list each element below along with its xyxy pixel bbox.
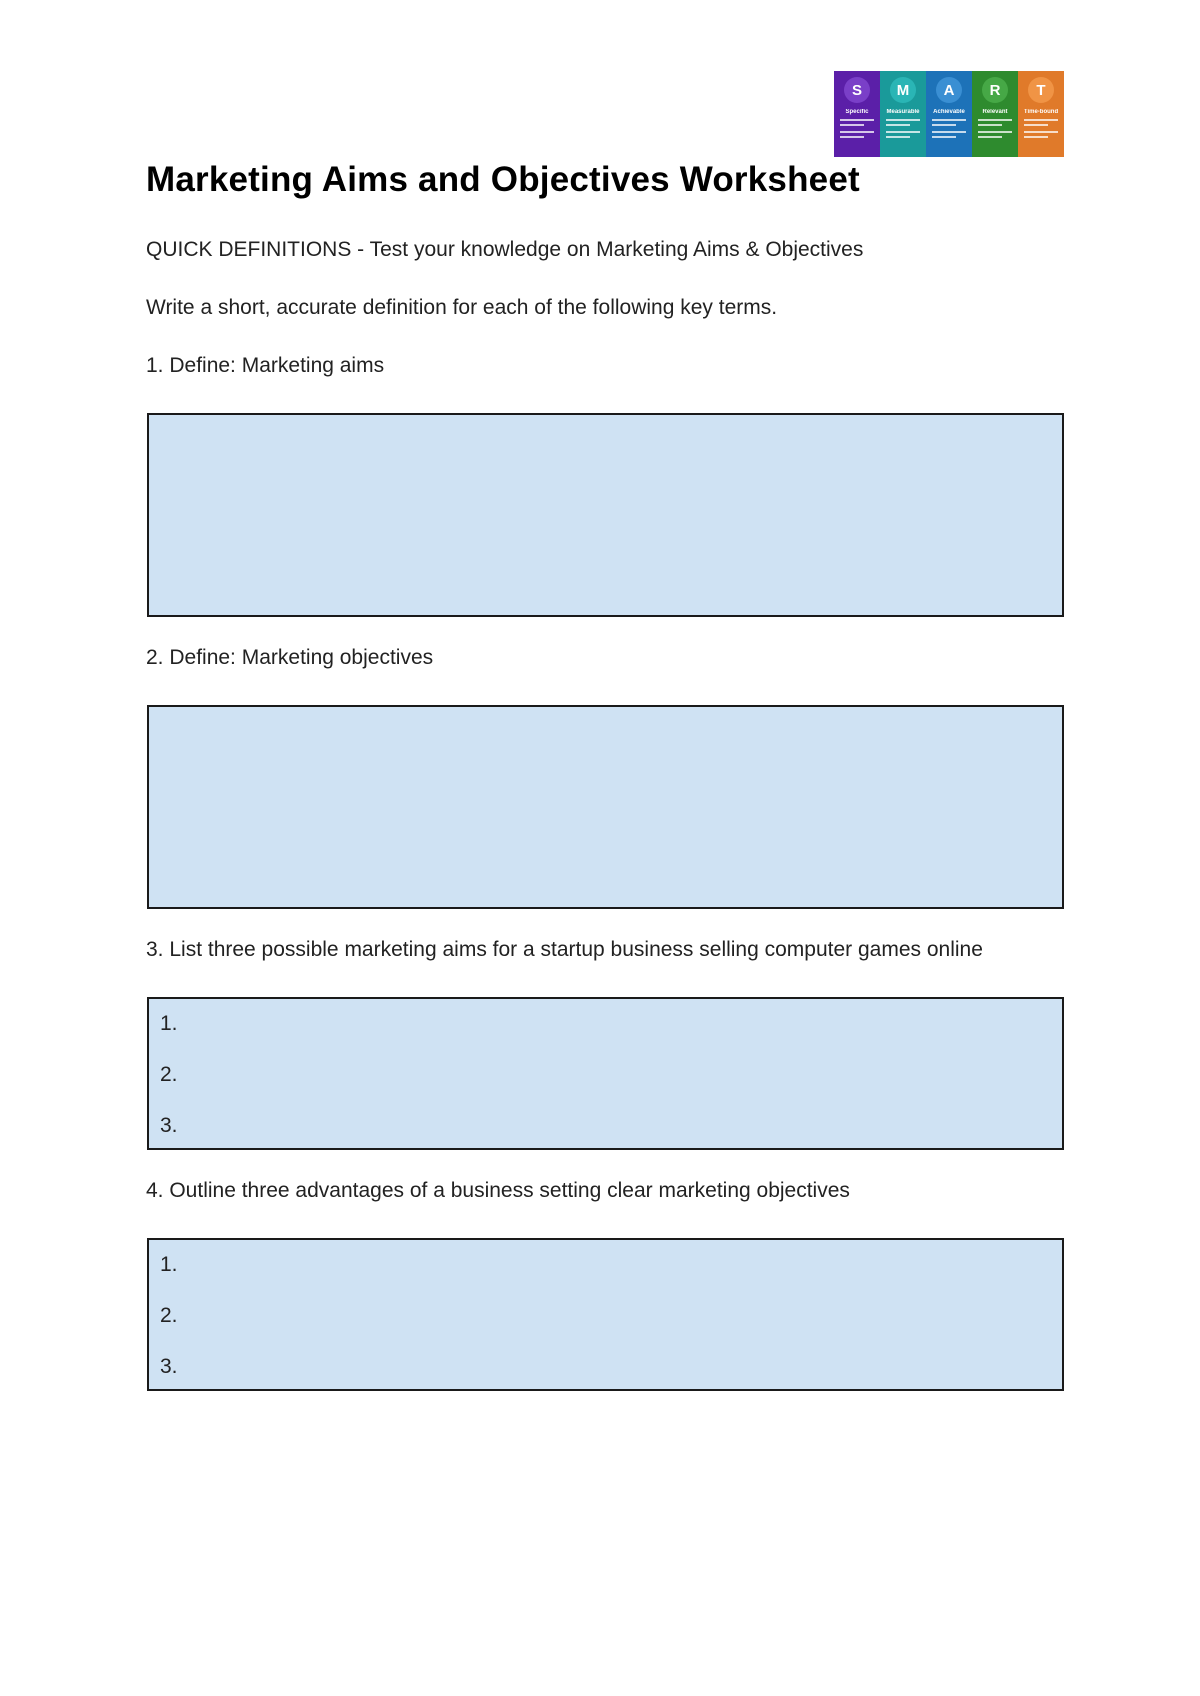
smart-word-relevant: Relevant <box>982 109 1008 115</box>
smart-letter-r: R <box>982 77 1008 103</box>
smart-letter-m: M <box>890 77 916 103</box>
smart-word-specific: Specific <box>845 109 869 115</box>
question-4-label: 4. Outline three advantages of a business setting clear marketing objectives <box>146 1179 850 1202</box>
smart-column-achievable <box>926 71 972 157</box>
answer-box-3[interactable] <box>147 997 1064 1150</box>
list-item: 1. <box>160 1012 178 1035</box>
instruction-text: Write a short, accurate definition for each of the following key terms. <box>146 296 778 319</box>
question-2-label: 2. Define: Marketing objectives <box>146 646 434 669</box>
smart-letter-t: T <box>1028 77 1054 103</box>
answer-box-1[interactable] <box>147 413 1064 617</box>
page-title: Marketing Aims and Objectives Worksheet <box>146 160 860 199</box>
smart-word-time-bound: Time-bound <box>1023 109 1059 115</box>
smart-text-lines <box>886 119 920 141</box>
list-item: 3. <box>160 1114 178 1137</box>
smart-goals-logo <box>834 71 1064 157</box>
smart-text-lines <box>840 119 874 141</box>
smart-column-time-bound <box>1018 71 1064 157</box>
smart-column-measurable <box>880 71 926 157</box>
list-item: 1. <box>160 1253 178 1276</box>
subtitle: QUICK DEFINITIONS - Test your knowledge on Marketing Aims & Objectives <box>146 238 864 261</box>
smart-text-lines <box>978 119 1012 141</box>
smart-letter-a: A <box>936 77 962 103</box>
smart-word-achievable: Achievable <box>933 109 965 115</box>
list-item: 3. <box>160 1355 178 1378</box>
question-3-label: 3. List three possible marketing aims for a startup business selling computer games online <box>146 938 983 961</box>
list-item: 2. <box>160 1304 178 1327</box>
smart-column-relevant <box>972 71 1018 157</box>
smart-word-measurable: Measurable <box>886 109 920 115</box>
smart-text-lines <box>1024 119 1058 141</box>
smart-letter-s: S <box>844 77 870 103</box>
list-item: 2. <box>160 1063 178 1086</box>
smart-column-specific <box>834 71 880 157</box>
question-1-label: 1. Define: Marketing aims <box>146 354 385 377</box>
smart-text-lines <box>932 119 966 141</box>
answer-box-2[interactable] <box>147 705 1064 909</box>
answer-box-4[interactable] <box>147 1238 1064 1391</box>
